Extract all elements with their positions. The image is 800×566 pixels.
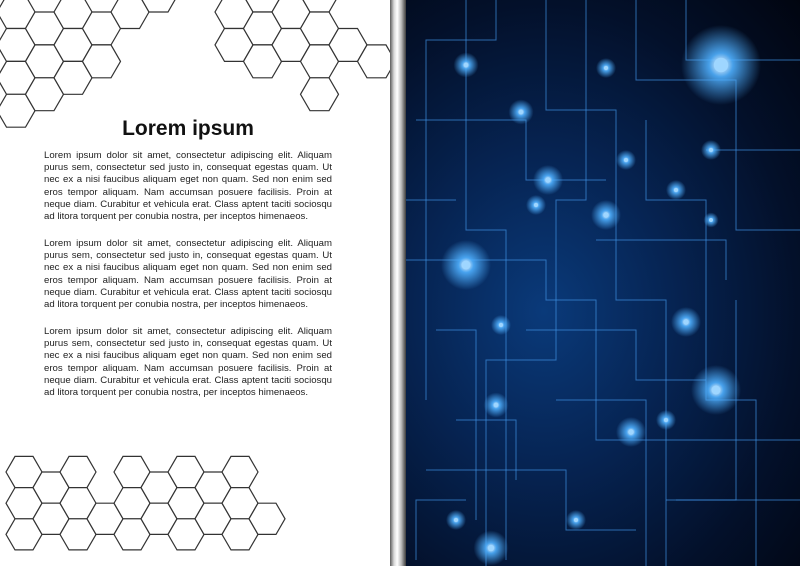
circuit-trace (546, 0, 666, 566)
circuit-node (714, 58, 728, 72)
circuit-node (494, 403, 499, 408)
circuit-node (664, 418, 668, 422)
circuit-trace (416, 120, 606, 180)
circuit-trace (646, 120, 756, 566)
hexagon-pattern-top-right (210, 0, 380, 130)
circuit-node (603, 212, 608, 217)
circuit-node (534, 203, 538, 207)
body-paragraph: Lorem ipsum dolor sit amet, consectetur adipiscing elit. Aliquam purus sem, consectetur sed justo in, consequat egestas quam. Ut nec ex a nisi faucibus aliquam eget non quam. Sed non enim sed eros tempor aliquam. Nam accumsan posuere facilisis. Proin at neque diam. Curabitur et vehicula erat. Class aptent taciti sociosqu ad litora torquent per conubia nostra, per inceptos himenaeos. (44, 238, 332, 311)
circuit-node (499, 323, 503, 327)
text-panel (0, 0, 392, 566)
circuit-node (464, 63, 469, 68)
body-paragraph: Lorem ipsum dolor sit amet, consectetur adipiscing elit. Aliquam purus sem, consectetur sed justo in, consequat egestas quam. Ut nec ex a nisi faucibus aliquam eget non quam. Sed non enim sed eros tempor aliquam. Nam accumsan posuere facilisis. Proin at neque diam. Curabitur et vehicula erat. Class aptent taciti sociosqu ad litora torquent per conubia nostra, per inceptos himenaeos. (44, 326, 332, 399)
circuit-trace (436, 330, 476, 520)
circuit-node (674, 188, 678, 192)
circuit-node (604, 66, 608, 70)
circuit-node (624, 158, 628, 162)
circuit-board-graphic (406, 0, 800, 566)
circuit-node (454, 518, 458, 522)
circuit-node (488, 545, 494, 551)
circuit-node (545, 177, 550, 182)
metallic-divider (390, 0, 406, 566)
circuit-trace (416, 500, 466, 560)
circuit-trace (526, 330, 706, 380)
circuit-node (462, 261, 471, 270)
circuit-node (709, 218, 713, 222)
circuit-node (712, 386, 721, 395)
page-title: Lorem ipsum (122, 117, 254, 140)
circuit-node (709, 148, 713, 152)
circuit-node (628, 429, 633, 434)
circuit-trace (486, 0, 586, 566)
hexagon-cell (301, 78, 339, 111)
circuit-node (519, 110, 524, 115)
circuit-node (683, 319, 688, 324)
hexagon-pattern-bottom (0, 450, 300, 566)
circuit-node (574, 518, 578, 522)
body-paragraph: Lorem ipsum dolor sit amet, consectetur adipiscing elit. Aliquam purus sem, consectetur sed justo in, consequat egestas quam. Ut nec ex a nisi faucibus aliquam eget non quam. Sed non enim sed eros tempor aliquam. Nam accumsan posuere facilisis. Proin at neque diam. Curabitur et vehicula erat. Class aptent taciti sociosqu ad litora torquent per conubia nostra, per inceptos himenaeos. (44, 150, 332, 223)
circuit-panel (406, 0, 800, 566)
